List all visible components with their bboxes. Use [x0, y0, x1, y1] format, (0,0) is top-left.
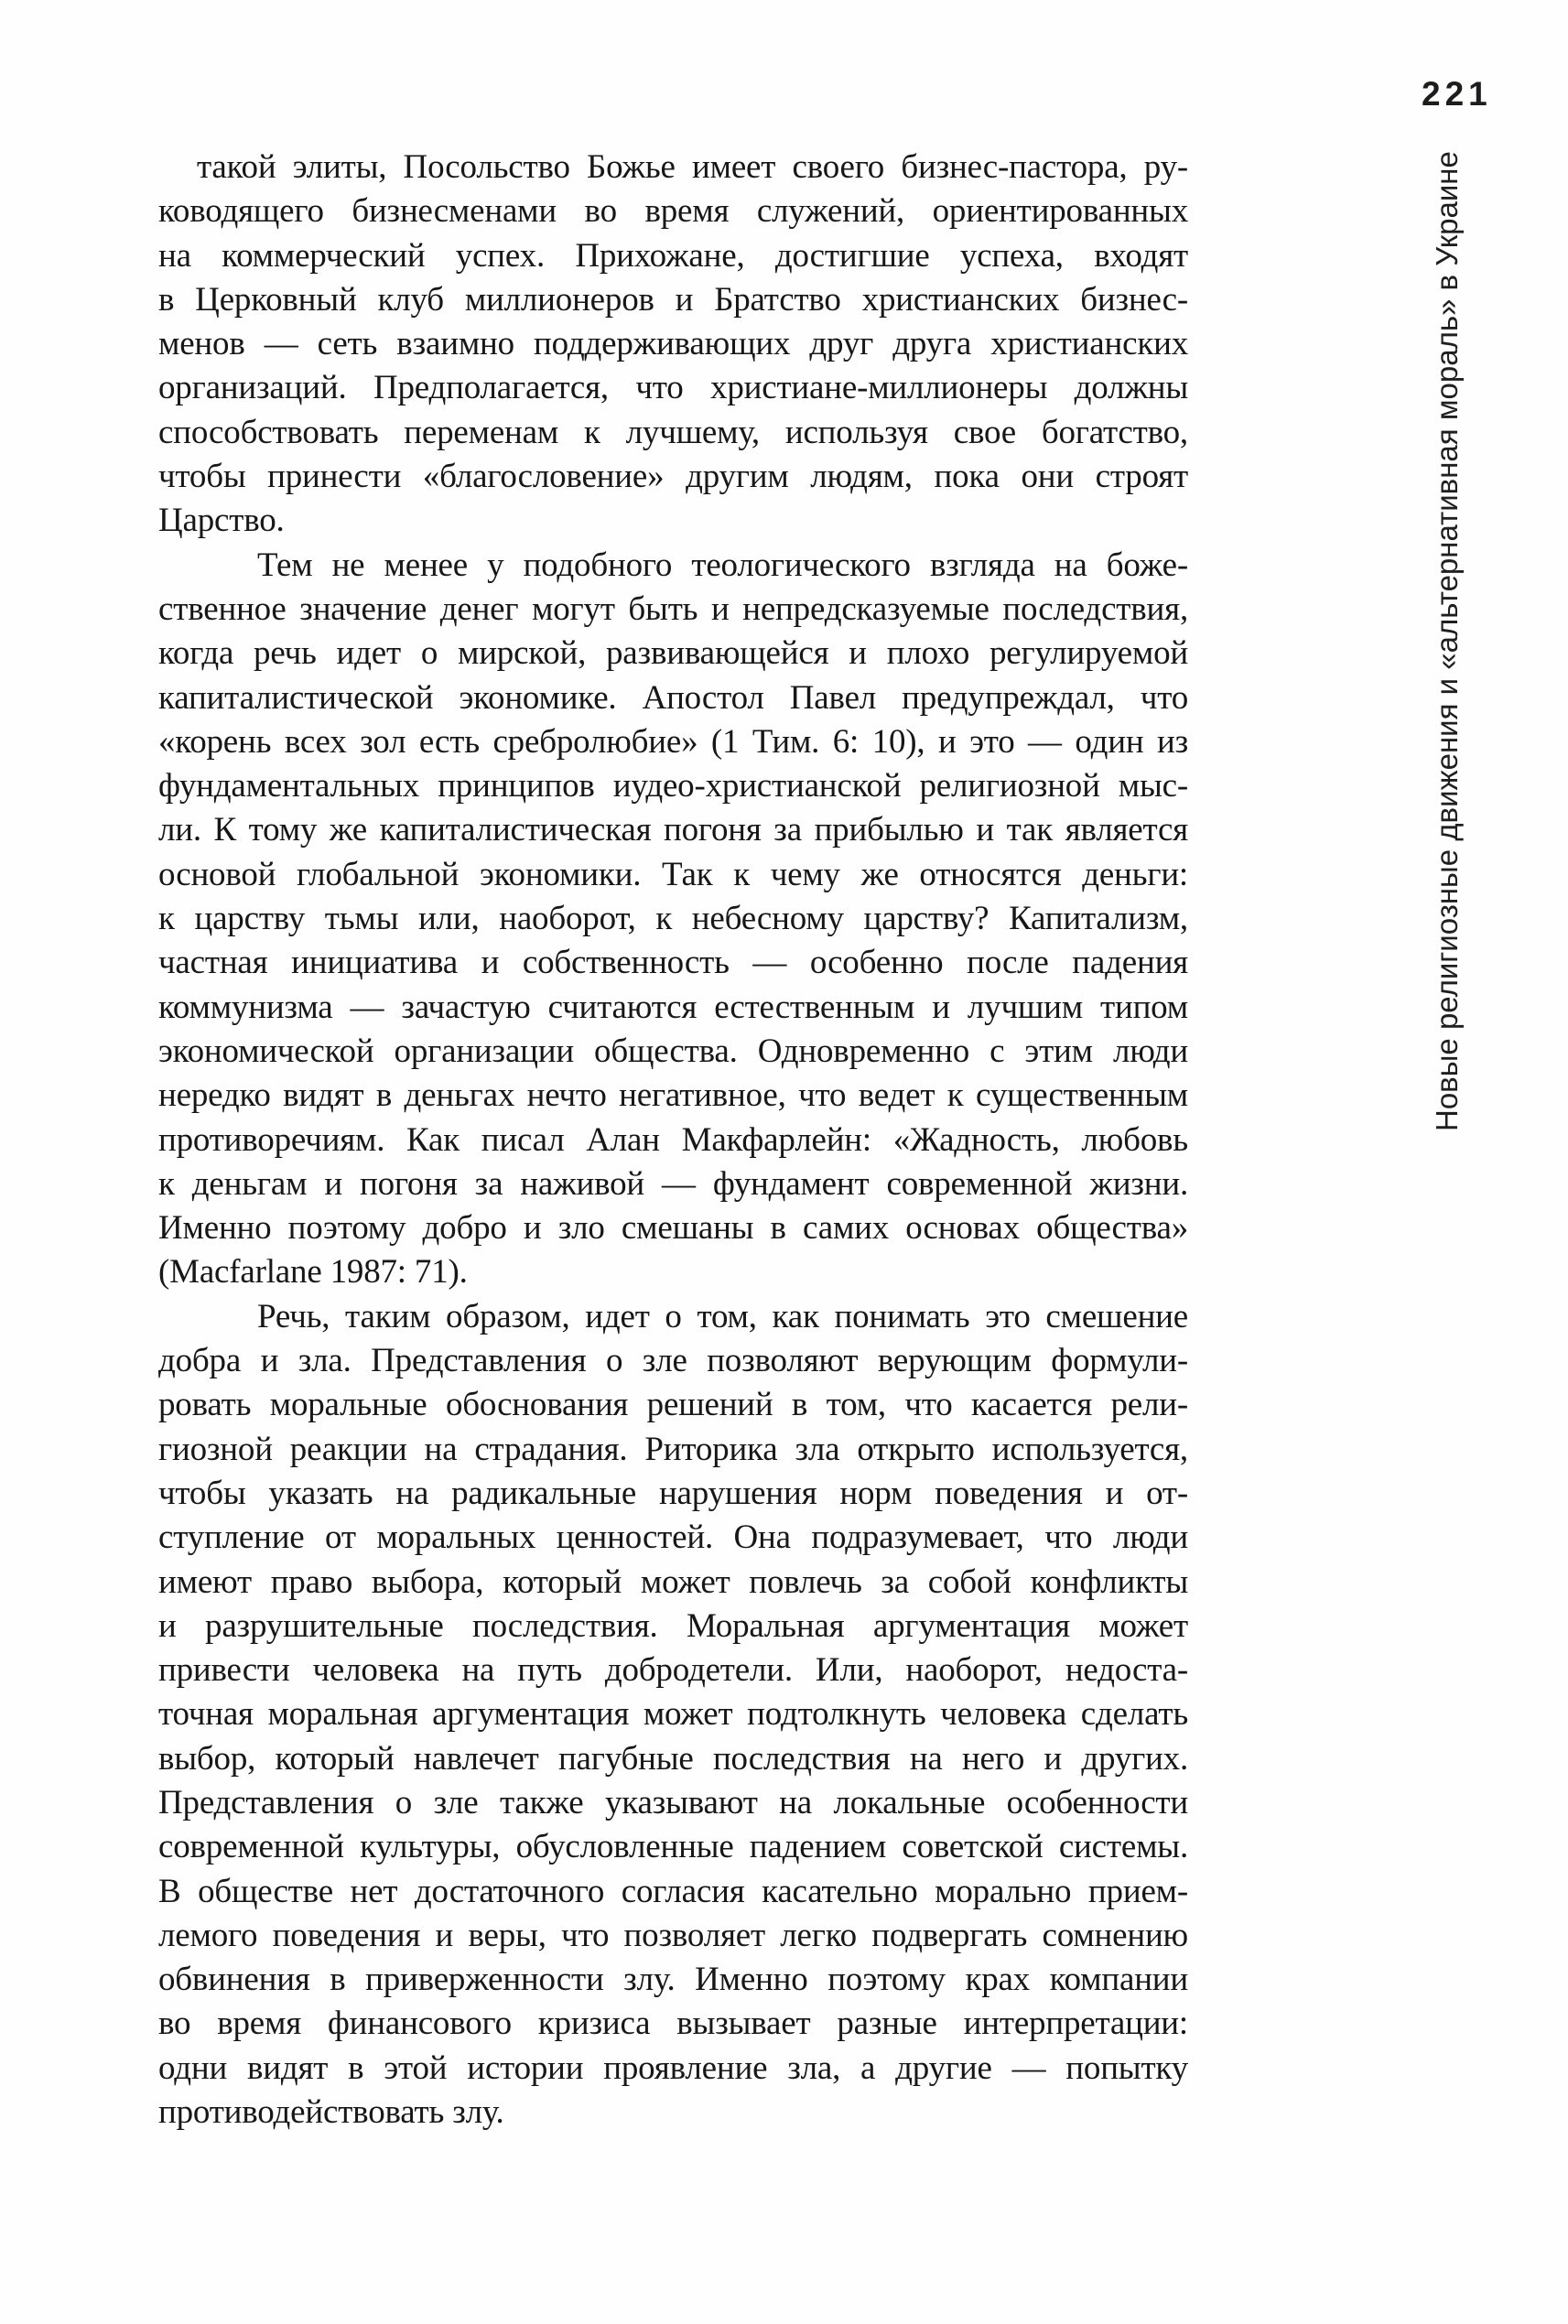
sidebar-running-title: Новые религиозные движения и «альтернативная мораль» в Украине — [1430, 151, 1464, 1131]
text-line: к деньгам и погоня за наживой — фундамент современной жизни. — [158, 1164, 1188, 1203]
text-line: капиталистической экономике. Апостол Павел предупреждал, что — [158, 678, 1188, 717]
text-line: чтобы принести «благословение» другим людям, пока они строят — [158, 458, 1188, 496]
text-line: организаций. Предполагается, что христиане-миллионеры должны — [158, 369, 1188, 407]
text-line: нередко видят в деньгах нечто негативное, что ведет к существенным — [158, 1076, 1188, 1115]
text-line: и разрушительные последствия. Моральная аргументация может — [158, 1606, 1188, 1645]
text-line: частная инициатива и собственность — особенно после падения — [158, 944, 1188, 982]
paragraph — [158, 544, 1188, 1295]
text-line: «корень всех зол есть сребролюбие» (1 Тим. 6: 10), и это — один из — [158, 722, 1188, 761]
text-line: ступление от моральных ценностей. Она подразумевает, что люди — [158, 1519, 1188, 1557]
text-line: Именно поэтому добро и зло смешаны в самих основах общества» — [158, 1209, 1188, 1248]
text-line: в Церковный клуб миллионеров и Братство христианских бизнес- — [158, 280, 1188, 319]
text-line: экономической организации общества. Одновременно с этим люди — [158, 1032, 1188, 1070]
text-line: основой глобальной экономики. Так к чему же относятся деньги: — [158, 855, 1188, 893]
text-line: гиозной реакции на страдания. Риторика зла открыто используется, — [158, 1430, 1188, 1468]
paragraph — [158, 1295, 1188, 2135]
text-line: чтобы указать на радикальные нарушения норм поведения и от- — [158, 1474, 1188, 1512]
text-line: привести человека на путь добродетели. Или, наоборот, недоста- — [158, 1651, 1188, 1690]
text-line: коммунизма — зачастую считаются естественным и лучшим типом — [158, 988, 1188, 1026]
text-line: лемого поведения и веры, что позволяет легко подвергать сомнению — [158, 1916, 1188, 1954]
text-line: Тем не менее у подобного теологического взгляда на боже- — [257, 546, 1188, 584]
text-line: когда речь идет о мирской, развивающейся и плохо регулируемой — [158, 634, 1188, 673]
text-line: добра и зла. Представления о зле позволяют верующим формули- — [158, 1342, 1188, 1380]
text-line: Речь, таким образом, идет о том, как понимать это смешение — [257, 1297, 1188, 1335]
text-line: одни видят в этой истории проявление зла, а другие — попытку — [158, 2048, 1188, 2087]
text-line: Царство. — [158, 502, 285, 540]
page-number: 221 — [1422, 75, 1492, 113]
text-line: ственное значение денег могут быть и непредсказуемые последствия, — [158, 589, 1188, 628]
text-line: (Macfarlane 1987: 71). — [158, 1253, 468, 1292]
text-line: обвинения в приверженности злу. Именно поэтому крах компании — [158, 1961, 1188, 1999]
text-line: современной культуры, обусловленные падением советской системы. — [158, 1828, 1188, 1866]
text-line: на коммерческий успех. Прихожане, достигшие успеха, входят — [158, 236, 1188, 275]
text-line: ководящего бизнесменами во время служений, ориентированных — [158, 192, 1188, 231]
text-line: ли. К тому же капиталистическая погоня за прибылью и так является — [158, 811, 1188, 849]
text-line: Представления о зле также указывают на локальные особенности — [158, 1783, 1188, 1821]
text-line: противодействовать злу. — [158, 2093, 504, 2132]
text-line: точная моральная аргументация может подтолкнуть человека сделать — [158, 1695, 1188, 1734]
text-line: выбор, который навлечет пагубные последствия на него и других. — [158, 1739, 1188, 1778]
text-line: фундаментальных принципов иудео-христианской религиозной мыс- — [158, 767, 1188, 805]
text-line: способствовать переменам к лучшему, используя свое богатство, — [158, 413, 1188, 451]
text-line: такой элиты, Посольство Божье имеет своего бизнес-пастора, ру- — [197, 148, 1188, 186]
page-text — [158, 146, 1188, 2135]
text-line: к царству тьмы или, наоборот, к небесному царству? Капитализм, — [158, 900, 1188, 938]
paragraph — [158, 146, 1188, 544]
text-line: В обществе нет достаточного согласия касательно морально прием- — [158, 1872, 1188, 1910]
text-line: имеют право выбора, который может повлечь за собой конфликты — [158, 1562, 1188, 1601]
text-line: противоречиям. Как писал Алан Макфарлейн: «Жадность, любовь — [158, 1120, 1188, 1159]
text-line: во время финансового кризиса вызывает разные интерпретации: — [158, 2005, 1188, 2043]
text-line: ровать моральные обоснования решений в том, что касается рели- — [158, 1386, 1188, 1424]
text-line: менов — сеть взаимно поддерживающих друг друга христианских — [158, 325, 1188, 363]
